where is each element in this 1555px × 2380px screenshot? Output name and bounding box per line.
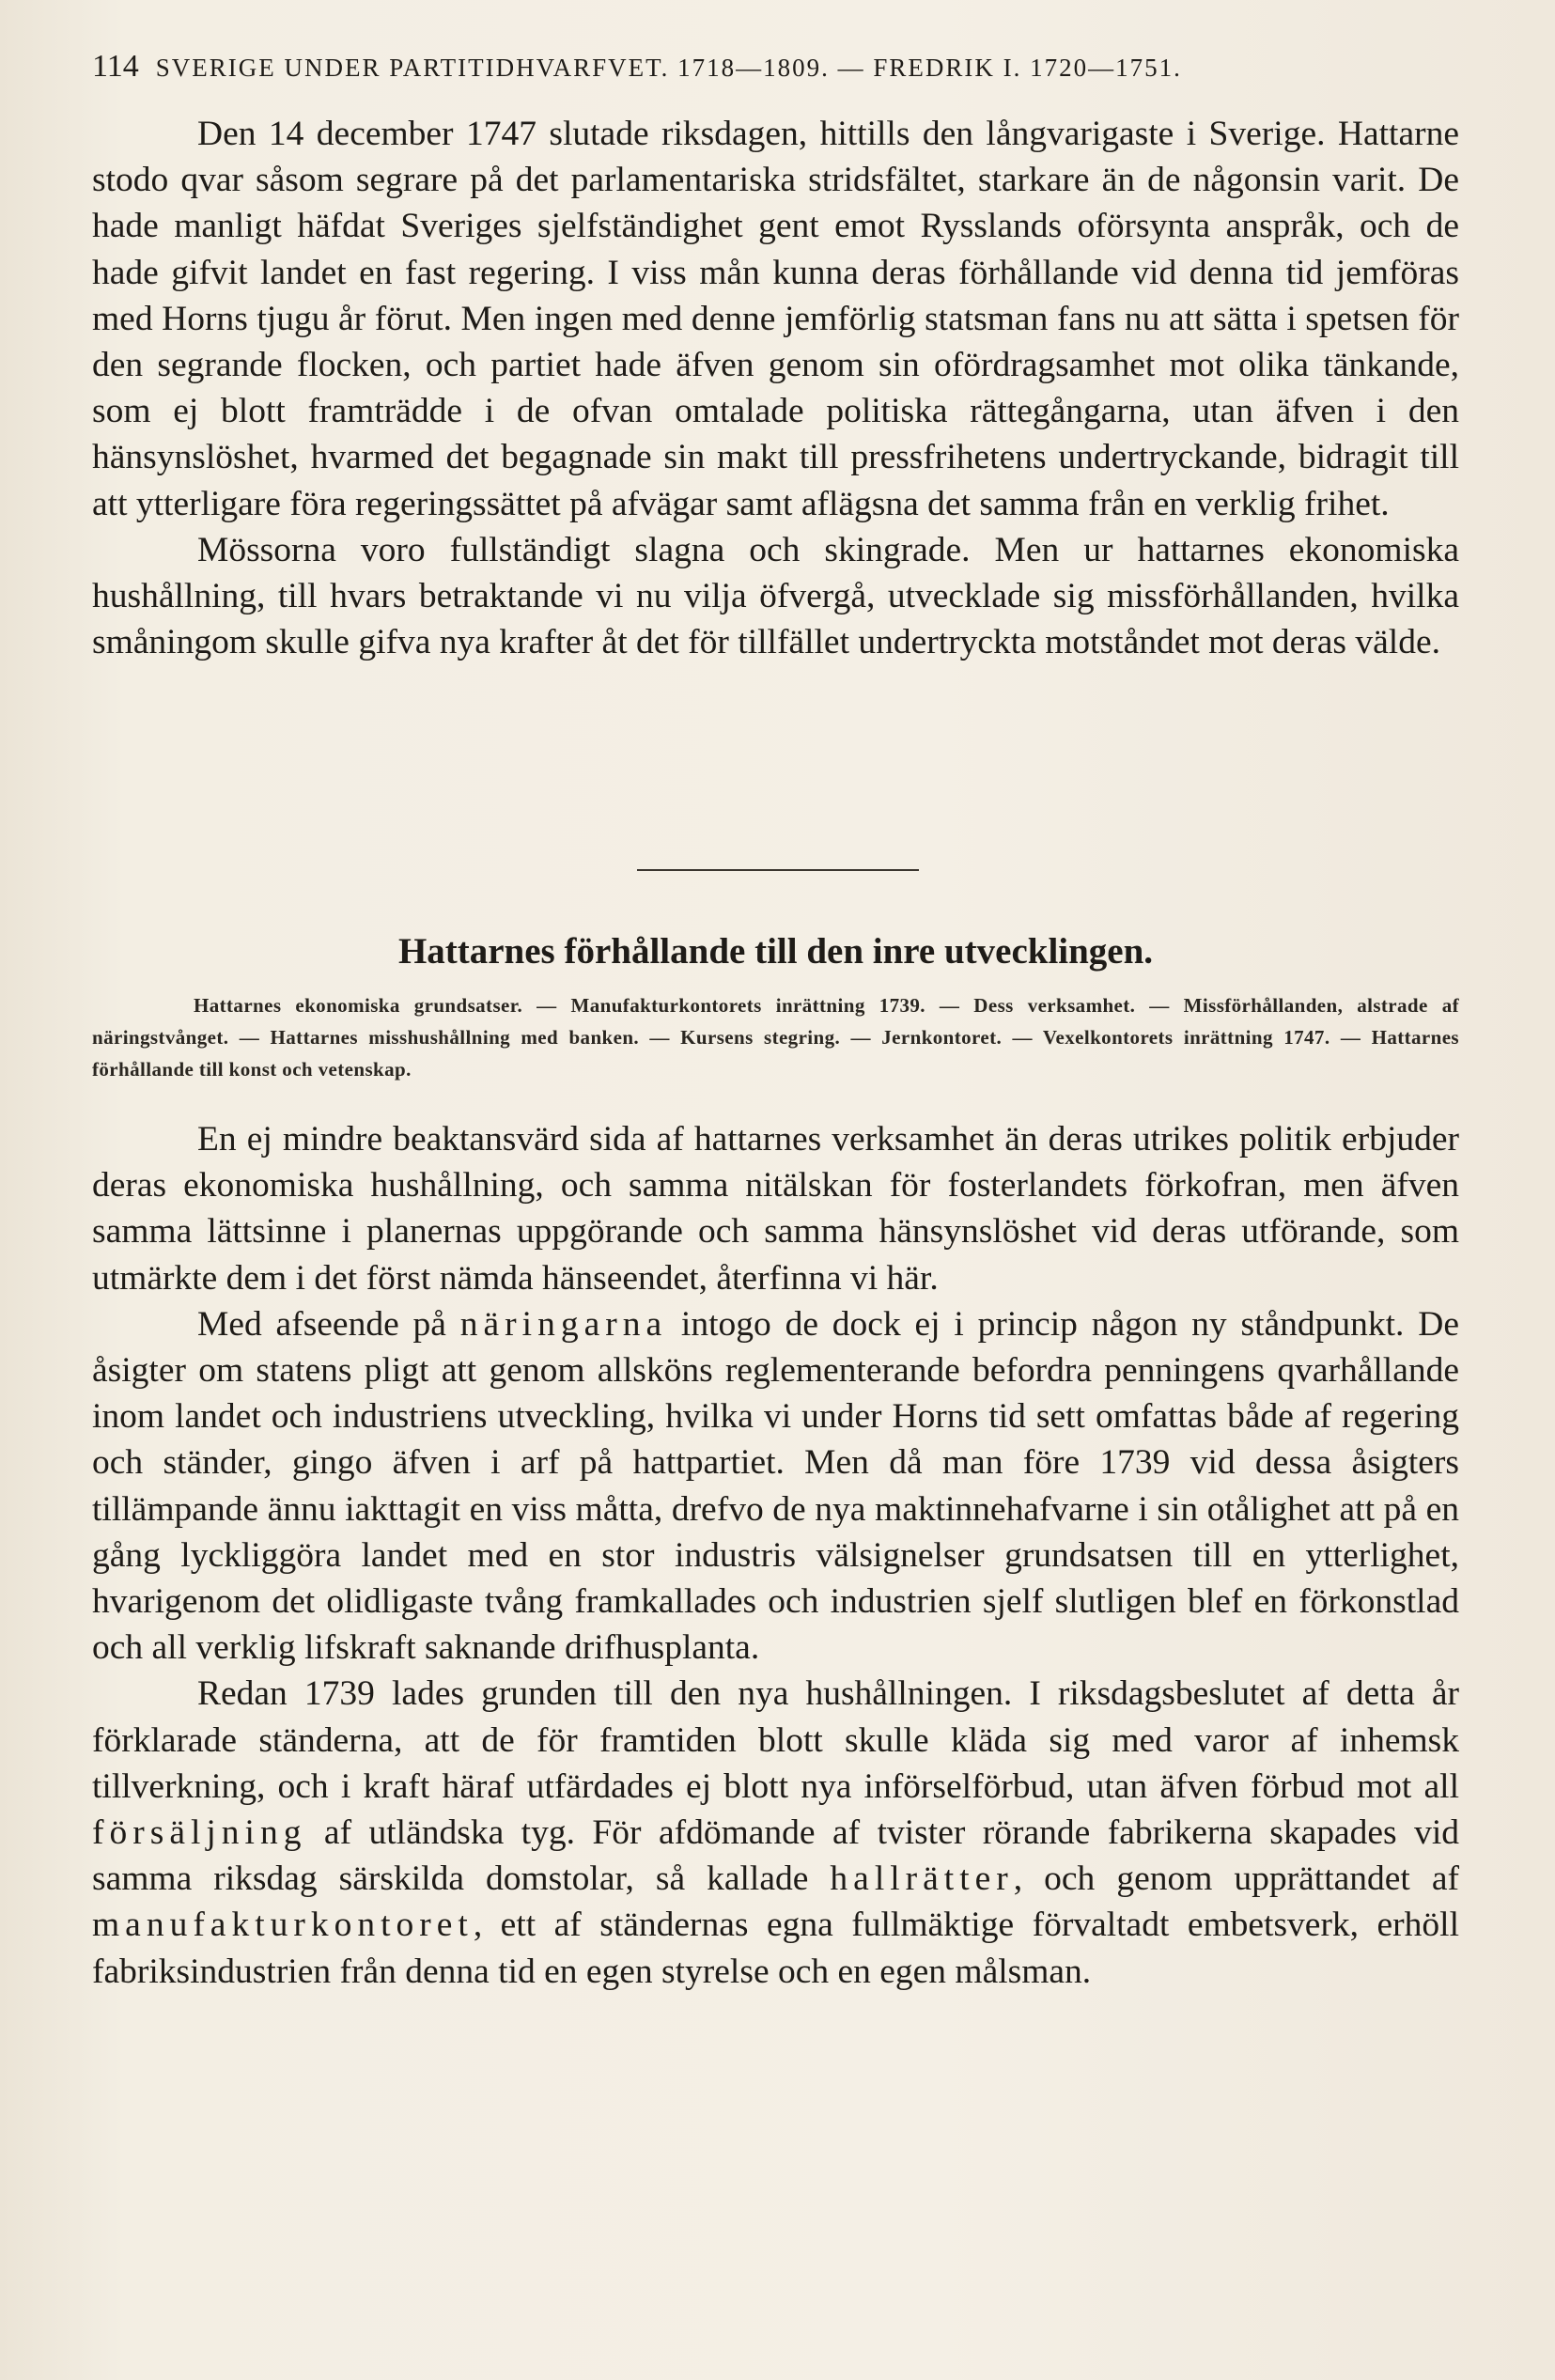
emphasized-term: hallrätter [830, 1859, 1014, 1899]
text-run: , och genom upprättandet af [1013, 1859, 1459, 1899]
text-run: intogo de dock ej i princip någon ny ståndpunkt. De åsigter om statens pligt att genom allsköns reglementerande befordra penningens qvarhållande inom landet och industriens utveckling, hvilka vi under Horns tid sett omfattas både af regering och ständer, gingo äfven i arf på hattpartiet. Men då man före 1739 vid dessa åsigters tillämpande ännu iakttagit en viss måtta, drefvo de nya maktinnehafvarne i sin otålighet att på en gång lyckliggöra landet med en stor industris välsignelser grundsatsen till en ytterlighet, hvarigenom det olidligaste tvång framkallades och industrien sjelf slutligen blef en förkonstlad och all verklig lifskraft saknande drifhusplanta. [92, 1304, 1459, 1668]
emphasized-term: försäljning [92, 1813, 307, 1853]
section-title: Hattarnes förhållande till den inre utvecklingen. [397, 931, 1154, 972]
text-run: af utländska tyg. För afdömande af tvister rörande fabrikerna skapades vid samma riksdag särskilda domstolar, så kallade [92, 1813, 1459, 1899]
running-header [92, 49, 1464, 85]
paragraph: Den 14 december 1747 slutade riksdagen, hittills den långvarigaste i Sverige. Hattarne stodo qvar såsom segrare på det parlamentariska stridsfältet, starkare än de någonsin varit. De hade manligt häfdat Sveriges sjelfständighet gent emot Rysslands oförsynta anspråk, och de hade gifvit landet en fast regering. I viss mån kunna deras förhållande vid denna tid jemföras med Horns tjugu år förut. Men ingen med denne jemförlig statsman fans nu att sätta i spetsen för den segrande flocken, och partiet hade äfven genom sin ofördragsamhet mot olika tänkande, som ej blott framträdde i de ofvan omtalade politiska rättegångarna, utan äfven i den hänsynslöshet, hvarmed det begagnade sin makt till pressfrihetens undertryckande, bidragit till att ytterligare föra regeringssättet på afvägar samt aflägsna det samma från en verklig frihet. [92, 115, 1459, 523]
page-number: 114 [92, 49, 139, 84]
emphasized-term: näringarna [459, 1304, 668, 1344]
paragraph: Mössorna voro fullständigt slagna och skingrade. Men ur hattarnes ekonomiska hushållning, till hvars betraktande vi nu vilja öfvergå, utvecklade sig missförhållanden, hvilka småningom skulle gifva nya krafter åt det för tillfället undertryckta motståndet mot deras välde. [92, 530, 1459, 662]
section-divider [637, 869, 919, 871]
text-run: Redan 1739 lades grunden till den nya hushållningen. I riksdagsbeslutet af detta år förklarade ständerna, att de för framtiden blott skulle kläda sig med varor af inhemsk tillverkning, och i kraft häraf utfärdades ej blott nya införselförbud, utan äfven förbud mot all [92, 1674, 1459, 1806]
text-run: , ett af ständernas egna fullmäktige förvaltadt embetsverk, erhöll fabriksindustrien från denna tid en egen styrelse och en egen målsman. [92, 1906, 1459, 1991]
paragraph: En ej mindre beaktansvärd sida af hattarnes verksamhet än deras utrikes politik erbjuder deras ekonomiska hushållning, och samma nitälskan för fosterlandets förkofran, men äfven samma lättsinne i planernas uppgörande och samma hänsynslöshet vid deras utförande, som utmärkte dem i det först nämda hänseendet, återfinna vi här. [92, 1120, 1459, 1298]
intro-text-block [92, 111, 1459, 665]
text-run: Med afseende på [197, 1304, 460, 1344]
emphasized-term: manufakturkontoret [92, 1906, 474, 1945]
running-title: SVERIGE UNDER PARTITIDHVARFVET. 1718—1809. — FREDRIK I. 1720—1751. [155, 54, 1182, 82]
section-text-block [92, 1116, 1459, 1995]
section-summary: Hattarnes ekonomiska grundsatser. — Manufakturkontorets inrättning 1739. — Dess verksamhet. — Missförhållanden, alstrade af näringstvånget. — Hattarnes misshushållning med banken. — Kursens stegring. — Jernkontoret. — Vexelkontorets inrättning 1747. — Hattarnes förhållande till konst och vetenskap. [92, 994, 1459, 1081]
paragraph [92, 1301, 1459, 1672]
paragraph [92, 1671, 1459, 1994]
